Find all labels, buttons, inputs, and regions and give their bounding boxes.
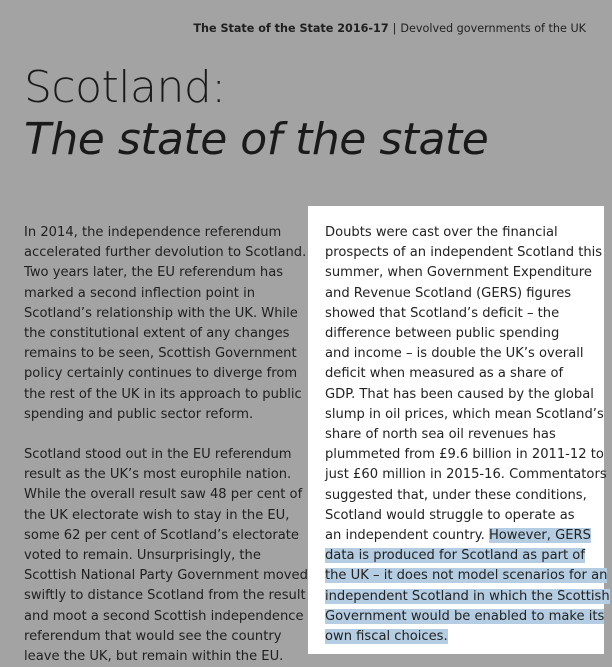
text-line: suggested that, under these conditions, (325, 487, 587, 503)
text-line: Scotland’s relationship with the UK. While (24, 305, 298, 321)
highlighted-line: independent Scotland in which the Scottish (325, 588, 610, 604)
highlighted-line: Government would be enabled to make its (325, 608, 605, 624)
text-line: just £60 million in 2015-16. Commentators (325, 467, 607, 483)
text-line: showed that Scotland’s deficit – the (325, 305, 560, 321)
text-line: result as the UK’s most europhile nation. (24, 467, 292, 483)
highlight-panel (308, 206, 610, 654)
text-line: and moot a second Scottish independence (24, 608, 304, 624)
text-line: Scottish National Party Government moved (24, 568, 308, 584)
text-line: Two years later, the EU referendum has (24, 265, 284, 281)
left-column (24, 223, 308, 667)
text-line: the constitutional extent of any changes (24, 326, 290, 342)
text-line: spending and public sector reform. (24, 406, 254, 422)
text-line: slump in oil prices, which mean Scotland’s (325, 406, 604, 422)
text-line: some 62 per cent of Scotland’s electorate (24, 527, 299, 543)
plain-text: an independent country. (325, 528, 489, 544)
text-line: swiftly to distance Scotland from the result (24, 588, 306, 604)
left-paragraph-2 (24, 445, 308, 667)
text-line-split (325, 526, 600, 546)
right-column (325, 223, 610, 647)
left-paragraph-1 (24, 223, 307, 425)
text-line: Doubts were cast over the financial (325, 225, 558, 240)
highlighted-line: own fiscal choices. (325, 629, 448, 645)
text-line: share of north sea oil revenues has (325, 427, 556, 443)
running-header (193, 22, 586, 35)
text-line: difference between public spending (325, 326, 560, 342)
text-line: and Revenue Scotland (GERS) figures (325, 285, 572, 301)
highlighted-text: However, GERS (488, 528, 591, 544)
page-title (24, 62, 488, 166)
title-line-2: The state of the state (24, 114, 489, 165)
text-line: accelerated further devolution to Scotland. (24, 245, 307, 261)
text-line: summer, when Government Expenditure (325, 265, 592, 281)
text-line: prospects of an independent Scotland this (325, 245, 603, 261)
text-line: GDP. That has been caused by the global (325, 386, 594, 402)
text-line: While the overall result saw 48 per cent of (24, 487, 303, 503)
text-line: Scotland would struggle to operate as (325, 507, 575, 523)
highlighted-line: the UK – it does not model scenarios for an (325, 568, 608, 584)
publication-title: The State of the State 2016-17 (193, 22, 389, 35)
text-line: deficit when measured as a share of (325, 366, 564, 382)
text-line: plummeted from £9.6 billion in 2011-12 to (325, 447, 604, 463)
text-line: voted to remain. Unsurprisingly, the (24, 548, 261, 564)
text-line: leave the UK, but remain within the EU. (24, 649, 284, 665)
text-line: remains to be seen, Scottish Government (24, 346, 297, 362)
text-line: policy certainly continues to diverge from (24, 366, 298, 382)
text-line: the rest of the UK in its approach to public (24, 386, 302, 402)
highlighted-line: data is produced for Scotland as part of (325, 548, 585, 564)
title-line-1: Scotland: (24, 62, 226, 113)
right-paragraph (325, 223, 610, 647)
text-line: and income – is double the UK’s overall (325, 346, 584, 362)
text-line: Scotland stood out in the EU referendum (24, 447, 292, 463)
text-line: the UK electorate wish to stay in the EU, (24, 507, 290, 523)
text-line: In 2014, the independence referendum (24, 225, 282, 240)
text-line: marked a second inflection point in (24, 285, 256, 301)
section-name: Devolved governments of the UK (400, 22, 586, 35)
header-separator: | (392, 22, 397, 35)
text-line: referendum that would see the country (24, 628, 282, 644)
